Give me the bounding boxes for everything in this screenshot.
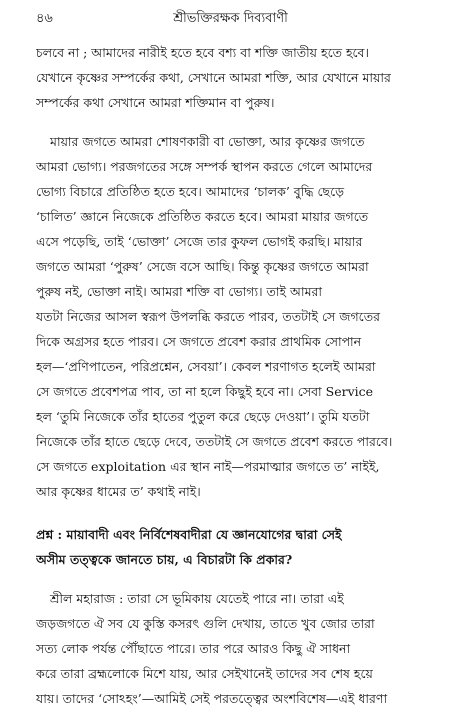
text-line: সত্য লোক পর্যন্ত পৌঁছাতে পারে। তার পরে আরও কিছু ঐ সাধনা — [36, 641, 351, 656]
answer-paragraph — [36, 586, 425, 711]
page-body — [36, 40, 425, 711]
text-line: যতটা নিজের আসল স্বরূপ উপলব্ধি করতে পারব, ততটাই সে জগতের — [36, 309, 380, 324]
text-line: পুরুষ নই, ভোক্তা নাই। আমরা শক্তি বা ভোগ্য। তাই আমরা — [36, 284, 323, 299]
text-line: জড়জগতে ঐ সব যে কুস্তি কসরৎ গুলি দেখায়, তাতে খুব জোর তারা — [36, 616, 375, 631]
text-line: শ্রীল মহারাজ : তারা সে ভূমিকায় যেতেই পারে না। তারা এই — [50, 591, 344, 606]
paragraph-2 — [36, 129, 425, 504]
text-line: হল—‘প্রণিপাতেন, পরিপ্রশ্নেন, সেবয়া’। কেবল শরণাগত হলেই আমরা — [36, 359, 376, 374]
text-line: আর কৃষ্ণের ধামের ত’ কথাই নাই। — [36, 484, 201, 499]
text-line: চলবে না ; আমাদের নারীই হতে হবে বশ্য বা শক্তি জাতীয় হতে হবে। — [36, 45, 369, 60]
page-header — [36, 6, 425, 28]
text-line: সে জগতে exploitation এর স্থান নাই—পরমাত্মার জগতে ত’ নাইই, — [36, 459, 380, 474]
text-line: জগতে আমরা ‘পুরুষ’ সেজে বসে আছি। কিন্তু কৃষ্ণের জগতে আমরা — [36, 259, 369, 274]
text-line: এসে পড়েছি, তাই ‘ভোক্তা’ সেজে তার কুফল ভোগই করছি। মায়ার — [36, 234, 363, 249]
text-line: সে জগতে প্রবেশপত্র পাব, তা না হলে কিছুই হবে না। সেবা Service — [36, 384, 374, 399]
question-paragraph — [36, 522, 425, 572]
text-line: হল ‘তুমি নিজেকে তাঁর হাতের পুতুল করে ছেড়ে দেওয়া’। তুমি যতটা — [36, 409, 370, 424]
text-line: মায়ার জগতে আমরা শোষণকারী বা ভোক্তা, আর কৃষ্ণের জগতে — [50, 134, 365, 149]
text-line: যায়। তাদের ‘সোঽহং’—আমিই সেই পরতত্ত্বের অংশবিশেষ—এই ধারণা — [36, 691, 388, 706]
text-line: যেখানে কৃষ্ণের সম্পর্কের কথা, সেখানে আমরা শক্তি, আর যেখানে মায়ার — [36, 70, 391, 85]
text-line: ‘চালিত’ জ্ঞানে নিজেকে প্রতিষ্ঠিত করতে হবে। আমরা মায়ার জগতে — [36, 209, 369, 224]
text-line: আমরা ভোগ্য। পরজগতের সঙ্গে সম্পর্ক স্থাপন করতে গেলে আমাদের — [36, 159, 373, 174]
running-title: শ্রীভক্তিরক্ষক দিব্যবাণী — [173, 11, 288, 26]
text-line: নিজেকে তাঁর হাতে ছেড়ে দেবে, ততটাই সে জগতে প্রবেশ করতে পারবে। — [36, 434, 393, 449]
text-line: দিকে অগ্রসর হতে পারব। সে জগতে প্রবেশ করার প্রাথমিক সোপান — [36, 334, 362, 349]
page-number: ৪৬ — [36, 11, 53, 26]
question-line: অসীম তত্ত্বকে জানতে চায়, এ বিচারটা কি প্রকার? — [36, 552, 293, 567]
text-line: ভোগ্য বিচারে প্রতিষ্ঠিত হতে হবে। আমাদের ‘চালক’ বুদ্ধি ছেড়ে — [36, 184, 345, 199]
text-line: সম্পর্কের কথা সেখানে আমরা শক্তিমান বা পুরুষ। — [36, 95, 275, 110]
text-line: করে তারা ব্রহ্মলোকে মিশে যায়, আর সেইখানেই তাদের সব শেষ হয়ে — [36, 666, 373, 681]
paragraph-1 — [36, 40, 425, 115]
question-line: প্রশ্ন : মায়াবাদী এবং নির্বিশেষবাদীরা যে জ্ঞানযোগের দ্বারা সেই — [36, 527, 342, 542]
